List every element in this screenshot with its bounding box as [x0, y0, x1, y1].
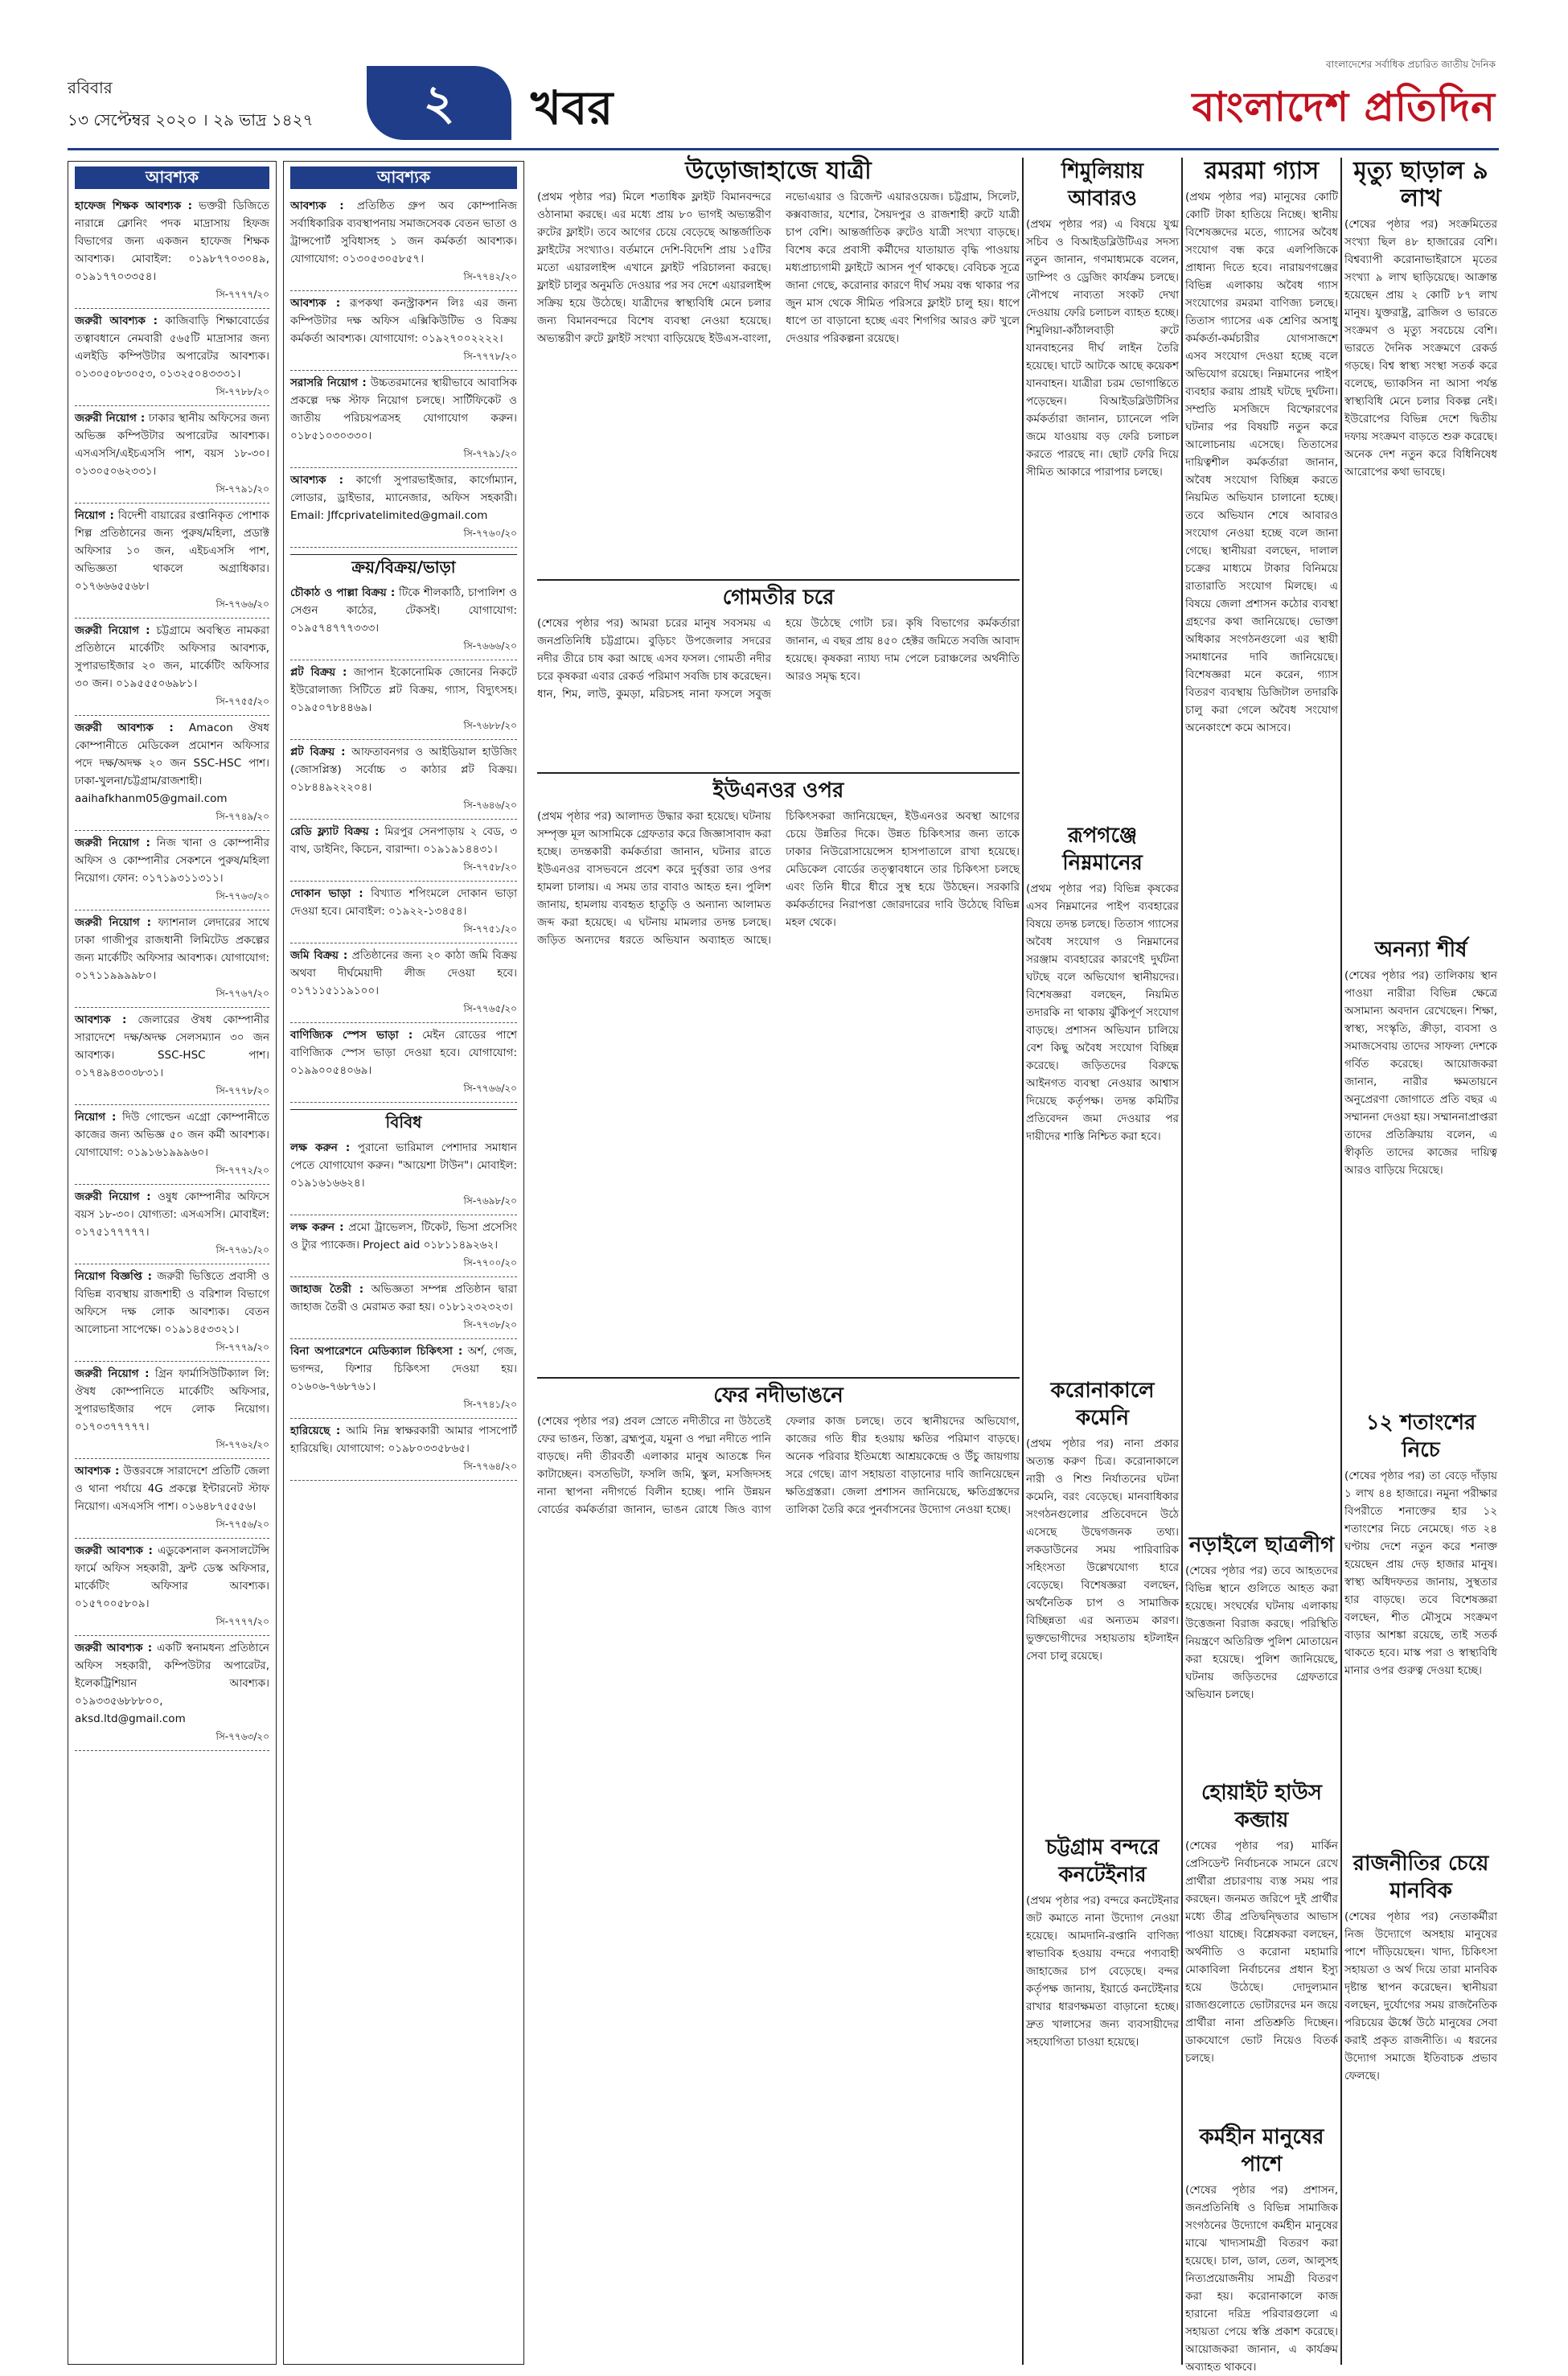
classified-ad-text: জেলারের ঔষধ কোম্পানীর সারাদেশে দক্ষ/অদক্ষ সেলসম্যান ৩০ জন আবশ্যক। SSC-HSC পাশ। ০১৭৪৯৪৩০৩৮৩১।: [75, 1013, 269, 1079]
article-body: (প্রথম পৃষ্ঠার পর) মানুষের কোটি কোটি টাকা হাতিয়ে নিচ্ছে। স্থানীয় বিশেষজ্ঞদের মতে, গ্যাসের অবৈধ সংযোগ বন্ধ করে এলপিজিকে প্রাধান্য দিতে হবে। নারায়ণগঞ্জের বিভিন্ন এলাকায় অবৈধ গ্যাস সংযোগের রমরমা বাণিজ্য চলছে। তিতাস গ্যাসের এক শ্রেণির অসাধু কর্মকর্তা-কর্মচারীর যোগসাজশে এসব সংযোগ দেওয়া হচ্ছে বলে অভিযোগ রয়েছে। নিম্নমানের পাইপ ব্যবহার করায় প্রায়ই ঘটছে দুর্ঘটনা। সম্প্রতি মসজিদে বিস্ফোরণের ঘটনার পর বিষয়টি নতুন করে আলোচনায় এসেছে। তিতাসের দায়িত্বশীল কর্মকর্তারা জানান, অবৈধ সংযোগ বিচ্ছিন্ন করতে নিয়মিত অভিযান চালানো হচ্ছে। তবে অভিযান শেষে আবারও সংযোগ নেওয়া হচ্ছে বলে জানা গেছে। স্থানীয়রা বলছেন, দালাল চক্রের মাধ্যমে টাকার বিনিময়ে রাতারাতি সংযোগ মিলছে। এ বিষয়ে জেলা প্রশাসন কঠোর ব্যবস্থা গ্রহণের কথা জানিয়েছে। ভোক্তা অধিকার সংগঠনগুলো এর স্থায়ী সমাধানের দাবি জানিয়েছে। বিশেষজ্ঞরা মনে করেন, গ্যাস বিতরণ ব্যবস্থায় ডিজিটাল তদারকি চালু করা গেলে অবৈধ সংযোগ অনেকাংশে কমে আসবে।: [1185, 191, 1338, 734]
classified-ad-heading: জরুরী নিয়োগ :: [75, 916, 151, 929]
article-euroer: [537, 777, 1020, 1372]
classified-ad-ref: সি-৭৭৬২/২০: [215, 1439, 269, 1450]
classified-ad-heading: দোকান ভাড়া :: [290, 887, 363, 900]
article-gas: [1185, 158, 1338, 1525]
article-body: (প্রথম পৃষ্ঠার পর) মিলে শতাধিক ফ্লাইট বিমানবন্দরে ওঠানামা করছে। এর মধ্যে প্রায় ৮০ ভাগই অভ্যন্তরীণ রুটের ফ্লাইট। তবে আগের চেয়ে বেড়েছে আন্তর্জাতিক ফ্লাইটের সংখ্যাও। বর্তমানে দেশি-বিদেশি প্রায় ১৫টির মতো এয়ারলাইন্স এখানে ফ্লাইট পরিচালনা করছে। ফ্লাইট চালুর অনুমতি দেওয়ার পর সব দেশে এয়ারলাইন্স সক্রিয় হয়ে উঠেছে। যাত্রীদের স্বাস্থ্যবিধি মেনে চলার জন্য বিমানবন্দরে বিশেষ ব্যবস্থা নেওয়া হয়েছে। অভ্যন্তরীণ রুটে ফ্লাইট সংখ্যা বাড়িয়েছে ইউএস-বাংলা, নভোএয়ার ও রিজেন্ট এয়ারওয়েজ। চট্টগ্রাম, সিলেট, কক্সবাজার, যশোর, সৈয়দপুর ও রাজশাহী রুটে যাত্রী চাপ বেশি। আন্তর্জাতিক রুটেও যাত্রী সংখ্যা বাড়ছে। বিশেষ করে প্রবাসী কর্মীদের যাতায়াত বৃদ্ধি পাওয়ায় মধ্যপ্রাচ্যগামী ফ্লাইটে আসন পূর্ণ থাকছে। বেবিচক সূত্রে জানা গেছে, করোনার কারণে দীর্ঘ সময় বন্ধ থাকার পর জুন মাস থেকে সীমিত পরিসরে ফ্লাইট চালু হয়। ধাপে ধাপে তা বাড়ানো হচ্ছে এবং শিগগির আরও রুট খুলে দেওয়ার পরিকল্পনা রয়েছে।: [537, 191, 1020, 345]
classified-ad: [290, 882, 517, 943]
classified-ad-ref: সি-৭৭৮৮/২০: [215, 386, 269, 397]
article-death: [1344, 158, 1497, 930]
classified-ad: [75, 504, 269, 619]
masthead: [0, 0, 1568, 153]
classified-ad-text: কাজিবাড়ি শিক্ষাবোর্ডের তত্বাবধানে নেমবারী ৫৬৫টি মাদ্রাসার জন্য এলইডি কম্পিউটার অপারেটর আবশ্যক। ০১৩০৫০৮৩০৫৩, ০১৩২৫০৪৩৩৩১।: [75, 314, 269, 380]
article-body: (শেষের পৃষ্ঠার পর) মার্কিন প্রেসিডেন্ট নির্বাচনকে সামনে রেখে প্রার্থীরা প্রচারণায় ব্যস্ত সময় পার করছেন। জনমত জরিপে দুই প্রার্থীর মধ্যে তীব্র প্রতিদ্বন্দ্বিতার আভাস পাওয়া যাচ্ছে। বিশ্লেষকরা বলছেন, অর্থনীতি ও করোনা মহামারি মোকাবিলা নির্বাচনের প্রধান ইস্যু হয়ে উঠেছে। দোদুল্যমান রাজ্যগুলোতে ভোটারদের মন জয়ে প্রার্থীরা নানা প্রতিশ্রুতি দিচ্ছেন। ডাকযোগে ভোট নিয়েও বিতর্ক চলছে।: [1185, 1840, 1338, 2065]
article-body: (প্রথম পৃষ্ঠার পর) বন্দরে কনটেইনার জট কমাতে নানা উদ্যোগ নেওয়া হয়েছে। আমদানি-রপ্তানি বাণিজ্য স্বাভাবিক হওয়ায় বন্দরে পণ্যবাহী জাহাজের চাপ বেড়েছে। বন্দর কর্তৃপক্ষ জানায়, ইয়ার্ডে কনটেইনার রাখার ধারণক্ষমতা বাড়ানো হচ্ছে। দ্রুত খালাসের জন্য ব্যবসায়ীদের সহযোগিতা চাওয়া হয়েছে।: [1026, 1894, 1179, 2049]
classified-ad: [290, 291, 517, 371]
classified-section-title: ক্রয়/বিক্রয়/ভাড়া: [290, 554, 517, 576]
classified-ad-ref: সি-৭৭৬৬/২০: [215, 598, 269, 610]
classified-section-title: আবশ্যক: [290, 166, 517, 189]
column-divider: [1022, 158, 1024, 2365]
classified-ad-text: ভক্তরী ডিজিতে নারান্নে ক্লোনিং পদক মাদ্রাসায় হিফজ বিভাগের জন্য একজন হাফেজ শিক্ষক আবশ্যক। মোবাইল: ০১৯৮৭৭০৩০৪৯, ০১৯১৭৭০৩৩৫৪।: [75, 199, 270, 283]
classified-ad-ref: সি-৭৭৯১/২০: [463, 448, 517, 459]
newspaper-tagline: বাংলাদেশের সর্বাধিক প্রচারিত জাতীয় দৈনিক: [1325, 59, 1496, 70]
classified-ad-heading: আবশ্যক :: [75, 1465, 120, 1478]
article-headline[interactable]: কর্মহীন মানুষের পাশে: [1199, 2125, 1324, 2177]
classified-ad-ref: সি-৭৭৪৯/২০: [215, 811, 269, 822]
classified-ad-text: Amacon ঔষধ কোম্পানীতে মেডিকেল প্রমোশন অফিসার পদে দক্ষ/অদক্ষ ২০ জন SSC-HSC পাশ। ঢাকা-খুলনা/চট্টগ্রাম/রাজশাহী। aaihafkhanm05@gmail.com: [75, 721, 270, 805]
classified-ad-text: রূপকথা কনস্ট্রাকশন লিঃ এর জন্য কম্পিউটার দক্ষ অফিস এক্সিকিউটিভ ও বিক্রয় কর্মকর্তা আবশ্যক। যোগাযোগ: ০১৯২৭০০২২২২।: [290, 297, 517, 345]
classified-ad-text: পুরানো ভারিমাল পেশাদার সমাধান পেতে যোগাযোগ করুন। "আয়েশা টাউন"। মোবাইল: ০১৯১৬১৬৬২৪।: [290, 1141, 517, 1190]
classified-ad-text: মিরপুর সেনপাড়ায় ২ বেড, ৩ বাথ, ডাইনিং, কিচেন, বারান্দা। ০১৯১৯১৪৪৩১।: [290, 825, 518, 856]
article-helpless: [1185, 2123, 1338, 2374]
classified-ad-text: নিজ খানা ও কোম্পানীর অফিস ও কোম্পানীর সেকশনে পুরুষ/মহিলা নিয়োগ। ফোন: ০১৭১৯৩১১৩১১।: [75, 837, 269, 885]
classified-list: [75, 194, 269, 1751]
page-number: ২: [423, 75, 455, 131]
classified-ad-ref: সি-৭৭৪২/২০: [463, 271, 517, 282]
classified-ad-text: এডুকেশনাল কনসালটেন্সি ফার্মে অফিস সহকারী, ফ্রন্ট ডেস্ক অফিসার, মার্কেটিং অফিসার আবশ্যক। ০১৫৭০০৫৮০৯।: [75, 1544, 269, 1610]
article-whitehouse: [1185, 1779, 1338, 2117]
section-title: খবর: [531, 80, 614, 135]
article-headline[interactable]: রমরমা গ্যাস: [1204, 157, 1320, 185]
article-body: (শেষের পৃষ্ঠার পর) তালিকায় স্থান পাওয়া নারীরা বিভিন্ন ক্ষেত্রে অসামান্য অবদান রেখেছেন। শিক্ষা, স্বাস্থ্য, সংস্কৃতি, ক্রীড়া, ব্যবসা ও সমাজসেবায় তাদের সাফল্য দেশকে গর্বিত করেছে। আয়োজকরা জানান, নারীর ক্ষমতায়নে অনুপ্রেরণা জোগাতে প্রতি বছর এ সম্মাননা দেওয়া হয়। সম্মাননাপ্রাপ্তরা তাদের প্রতিক্রিয়ায় বলেন, এ স্বীকৃতি তাদের কাজের দায়িত্ব আরও বাড়িয়ে দিয়েছে।: [1344, 969, 1497, 1177]
classified-ad: [290, 1339, 517, 1419]
article-body: (শেষের পৃষ্ঠার পর) প্রশাসন, জনপ্রতিনিধি ও বিভিন্ন সামাজিক সংগঠনের উদ্যোগে কর্মহীন মানুষের মাঝে খাদ্যসামগ্রী বিতরণ করা হয়েছে। চাল, ডাল, তেল, আলুসহ নিত্যপ্রয়োজনীয় সামগ্রী বিতরণ করা হয়। করোনাকালে কাজ হারানো দরিদ্র পরিবারগুলো এ সহায়তা পেয়ে স্বস্তি প্রকাশ করেছে। আয়োজকরা জানান, এ কার্যক্রম অব্যাহত থাকবে।: [1185, 2184, 1338, 2374]
classified-ad-text: একটি স্বনামধন্য প্রতিষ্ঠানে অফিস সহকারী, কম্পিউটার অপারেটর, ইলেকট্রিশিয়ান আবশ্যক। ০১৯৩৩৫৬৮৮৮০০, aksd.ltd@gmail.com: [75, 1642, 269, 1725]
article-headline[interactable]: ১২ শতাংশের নিচে: [1365, 1411, 1476, 1462]
article-headline[interactable]: হোয়াইট হাউস কব্জায়: [1201, 1781, 1322, 1832]
classified-ad-text: টিকে শীলকাঠি, চাপালিশ ও সেগুন কাঠের, টেকসই। যোগাযোগ: ০১৯৫৭৪৭৭৭৩৩৩।: [290, 586, 518, 635]
classified-ad: [75, 1008, 269, 1105]
classified-ad: [290, 1136, 517, 1215]
article-headline[interactable]: চট্টগ্রাম বন্দরে কনটেইনার: [1045, 1835, 1160, 1887]
classified-ad: [75, 716, 269, 831]
classified-ad: [75, 911, 269, 1008]
article-shimul: [1026, 158, 1179, 817]
classified-ad-ref: সি-৭৭৫৫/২০: [215, 696, 269, 707]
classified-ad-heading: প্লট বিক্রয় :: [290, 666, 347, 679]
classified-ad-heading: জাহাজ তৈরী :: [290, 1283, 364, 1296]
classified-ad: [290, 581, 517, 660]
classified-ad: [75, 831, 269, 911]
classified-ad-heading: জরুরী নিয়োগ :: [75, 1190, 151, 1203]
classified-ad: [75, 1105, 269, 1185]
classified-ad-heading: নিয়োগ বিজ্ঞপ্তি :: [75, 1270, 153, 1283]
classified-ad-ref: সি-৭৭৯১/২০: [215, 483, 269, 495]
classified-ad-heading: প্লট বিক্রয় :: [290, 746, 346, 758]
classified-ad: [75, 1636, 269, 1751]
classified-ad-text: মেইন রোডের পাশে বাণিজ্যিক স্পেস ভাড়া দেওয়া হবে। যোগাযোগ: ০১৯৯০০৫৪০৬৯।: [290, 1029, 517, 1077]
article-humanity: [1344, 1850, 1497, 2365]
article-corona: [1026, 1377, 1179, 1827]
classified-ad-heading: নিয়োগ :: [75, 1111, 117, 1124]
classified-list: [290, 581, 517, 1103]
article-ananya: [1344, 936, 1497, 1403]
classified-ad-heading: রেডি ফ্ল্যাট বিক্রয় :: [290, 825, 380, 838]
classified-ad: [290, 468, 517, 548]
article-nowhere: [1185, 1531, 1338, 1773]
classified-ad-heading: জমি বিক্রয় :: [290, 949, 348, 962]
article-body: (শেষের পৃষ্ঠার পর) প্রবল স্রোতে নদীতীরে না উঠতেই ফের ভাঙন, তিস্তা, ব্রহ্মপুত্র, যমুনা ও পদ্মা নদীতে পানি বাড়ছে। নদী তীরবর্তী এলাকার মানুষ আতঙ্কে দিন কাটাচ্ছেন। বসতভিটা, ফসলি জমি, স্কুল, মসজিদসহ নানা স্থাপনা নদীগর্ভে বিলীন হচ্ছে। পানি উন্নয়ন বোর্ডের কর্মকর্তারা জানান, ভাঙন রোধে জিও ব্যাগ ফেলার কাজ চলছে। তবে স্থানীয়দের অভিযোগ, কাজের গতি ধীর হওয়ায় ক্ষতির পরিমাণ বাড়ছে। অনেক পরিবার ইতিমধ্যে আশ্রয়কেন্দ্রে ও উঁচু জায়গায় সরে গেছে। ত্রাণ সহায়তা বাড়ানোর দাবি জানিয়েছেন ক্ষতিগ্রস্তরা। জেলা প্রশাসন জানিয়েছে, ক্ষতিগ্রস্তদের তালিকা তৈরি করে পুনর্বাসনের উদ্যোগ নেওয়া হচ্ছে।: [537, 1415, 1020, 1516]
article-gomoti: [537, 584, 1020, 767]
column-divider: [1181, 158, 1183, 2365]
classified-ad: [75, 194, 269, 309]
classified-ad-ref: সি-৭৭৭৮/২০: [215, 1085, 269, 1096]
issue-date: ১৩ সেপ্টেম্বর ২০২০ । ২৯ ভাদ্র ১৪২৭: [68, 110, 314, 129]
classified-ad-ref: সি-৭৭৭৮/২০: [463, 351, 517, 362]
article-body: (শেষের পৃষ্ঠার পর) তা বেড়ে দাঁড়ায় ১ লাখ ৪৪ হাজারে। নমুনা পরীক্ষার বিপরীতে শনাক্তের হার ১২ শতাংশের নিচে নেমেছে। গত ২৪ ঘণ্টায় দেশে নতুন করে শনাক্ত হয়েছেন প্রায় দেড় হাজার মানুষ। স্বাস্থ্য অধিদফতর জানায়, সুস্থতার হার বাড়ছে। তবে বিশেষজ্ঞরা বলছেন, শীত মৌসুমে সংক্রমণ বাড়ার আশঙ্কা রয়েছে, তাই সতর্ক থাকতে হবে। মাস্ক পরা ও স্বাস্থ্যবিধি মানার ওপর গুরুত্ব দেওয়া হচ্ছে।: [1344, 1470, 1497, 1677]
classified-ad: [75, 309, 269, 406]
classified-ad-heading: চৌকাঠ ও পাল্লা বিক্রয় :: [290, 586, 396, 599]
classified-ad: [290, 1215, 517, 1277]
classified-ad-heading: জরুরী আবশ্যক :: [75, 314, 158, 327]
classified-ad-ref: সি-৭৭৭৭/২০: [215, 289, 269, 300]
classified-ad-heading: হারিয়েছে :: [290, 1424, 341, 1437]
issue-day: রবিবার: [68, 78, 113, 97]
article-headline[interactable]: রাজনীতির চেয়ে মানবিক: [1353, 1852, 1489, 1903]
classified-ad-heading: জরুরী নিয়োগ :: [75, 1367, 150, 1380]
article-body: (প্রথম পৃষ্ঠার পর) বিভিন্ন কৃষকের এসব নিম্নমানের পাইপ ব্যবহারের বিষয়ে তদন্ত চলছে। তিতাস গ্যাসের অবৈধ সংযোগ ও নিম্নমানের সরঞ্জাম ব্যবহারের কারণেই দুর্ঘটনা ঘটছে বলে অভিযোগ স্থানীয়দের। বিশেষজ্ঞরা বলছেন, নিয়মিত তদারকি না থাকায় ঝুঁকিপূর্ণ সংযোগ বাড়ছে। প্রশাসন অভিযান চালিয়ে বেশ কিছু অবৈধ সংযোগ বিচ্ছিন্ন করেছে। জড়িতদের বিরুদ্ধে আইনগত ব্যবস্থা নেওয়ার আশ্বাস দিয়েছে কর্তৃপক্ষ। তদন্ত কমিটির প্রতিবেদন জমা দেওয়ার পর দায়ীদের শাস্তি নিশ্চিত করা হবে।: [1026, 882, 1179, 1143]
classified-ad-heading: আবশ্যক :: [290, 474, 344, 487]
classified-ad-heading: হাফেজ শিক্ষক আবশ্যক :: [75, 199, 193, 212]
classified-ad-ref: সি-৭৭৬৬/২০: [463, 1083, 517, 1094]
classified-ad: [75, 1459, 269, 1539]
article-headline[interactable]: মৃত্যু ছাড়াল ৯ লাখ: [1353, 157, 1488, 212]
classified-ad-heading: জরুরী নিয়োগ :: [75, 837, 150, 849]
classified-ad-ref: সি-৭৭০০/২০: [463, 1257, 517, 1268]
classified-ad-ref: সি-৭৬৮৮/২০: [463, 720, 517, 731]
classified-ad: [290, 1023, 517, 1103]
classified-ad-text: জরুরী ভিত্তিতে প্রবাসী ও বিভিন্ন ব্যবস্থায় রাজশাহী ও বরিশাল বিভাগে অফিসে দক্ষ লোক আবশ্যক। বেতন আলোচনা সাপেক্ষে। ০১৯১৪৫৩৩২১।: [75, 1270, 270, 1336]
classified-ad-text: প্রতিষ্ঠানের জন্য ২০ কাঠা জমি বিক্রয় অথবা দীর্ঘমেয়াদী লীজ দেওয়া হবে। ০১৭১১৫১১৯১০০।: [290, 949, 518, 997]
classified-ad-ref: সি-৭৭৭৭/২০: [215, 1616, 269, 1627]
article-headline[interactable]: রূপগঞ্জে নিম্নমানের: [1062, 824, 1143, 875]
classified-ad-text: ফ্যাশনাল লেদারের সাথে ঢাকা গাজীপুর রাজধানী লিমিটেড প্রকল্পের জন্য মার্কেটিং অফিসার আবশ্যক। যোগাযোগ: ০১৭১১৯৯৯৯৮০।: [75, 916, 269, 982]
classified-ad-ref: সি-৭৭৪১/২০: [463, 1399, 517, 1410]
classified-ad-heading: সরাসরি নিয়োগ :: [290, 376, 367, 389]
classified-list: [290, 1136, 517, 1481]
article-body: (শেষের পৃষ্ঠার পর) নেতাকর্মীরা নিজ উদ্যোগে অসহায় মানুষের পাশে দাঁড়িয়েছেন। খাদ্য, চিকিৎসা সহায়তা ও অর্থ দিয়ে তারা মানবিক দৃষ্টান্ত স্থাপন করেছেন। স্থানীয়রা বলছেন, দুর্যোগের সময় রাজনৈতিক পরিচয়ের ঊর্ধ্বে উঠে মানুষের সেবা করাই প্রকৃত রাজনীতি। এ ধরনের উদ্যোগ সমাজে ইতিবাচক প্রভাব ফেলছে।: [1344, 1910, 1497, 2082]
classified-ad-heading: বিনা অপারেশনে মেডিক্যাল চিকিৎসা :: [290, 1345, 463, 1358]
classified-ad-text: বিখ্যাত শপিংমলে দোকান ভাড়া দেওয়া হবে। মোবাইল: ০১৯২২-১৩৪৫৪।: [290, 887, 517, 918]
classified-ad-heading: নিয়োগ :: [75, 509, 114, 522]
classifieds-column-1: [68, 161, 277, 2365]
classified-ad-heading: জরুরী নিয়োগ :: [75, 412, 146, 425]
masthead-rule: [68, 148, 1499, 150]
article-body: (শেষের পৃষ্ঠার পর) আমরা চরের মানুষ সবসময় এ জনপ্রতিনিধি চট্টগ্রামে। বুড়িচং উপজেলার সদরের নদীর তীরে চাষ করা আছে এসব ফসল। গোমতী নদীর চরে কৃষকরা এবার রেকর্ড পরিমাণ সবজি চাষ করেছেন। ধান, শিম, লাউ, কুমড়া, মরিচসহ নানা ফসলে সবুজ হয়ে উঠেছে গোটা চর। কৃষি বিভাগের কর্মকর্তারা জানান, এ বছর প্রায় ৪৫০ হেক্টর জমিতে সবজি আবাদ হয়েছে। কৃষকরা ন্যায্য দাম পেলে চরাঞ্চলের অর্থনীতি আরও সমৃদ্ধ হবে।: [537, 617, 1020, 701]
classified-ad: [290, 1419, 517, 1481]
classified-ad: [290, 371, 517, 468]
classified-ad-ref: সি-৭৭৫৬/২০: [215, 1519, 269, 1530]
article-headline[interactable]: গোমতীর চরে: [722, 586, 835, 610]
classified-ad-ref: সি-৭৭৬১/২০: [215, 1244, 269, 1256]
article-ferry: [537, 1382, 1020, 2363]
classified-ad-heading: বাণিজ্যিক স্পেস ভাড়া :: [290, 1029, 413, 1042]
article-body: (প্রথম পৃষ্ঠার পর) আলাদত উদ্ধার করা হয়েছে। ঘটনায় সম্পৃক্ত মূল আসামিকে গ্রেফতার করে জিজ্ঞাসাবাদ করা হচ্ছে। তদন্তকারী কর্মকর্তারা জানান, ঘটনার রাতে ইউএনওর বাসভবনে প্রবেশ করে দুর্বৃত্তরা তার ওপর হামলা চালায়। এ সময় তার বাবাও আহত হন। পুলিশ জানায়, হামলায় ব্যবহৃত হাতুড়ি ও অন্যান্য আলামত জব্দ করা হয়েছে। এ ঘটনায় মামলার তদন্ত চলছে। জড়িত অন্যদের ধরতে অভিযান অব্যাহত আছে। চিকিৎসকরা জানিয়েছেন, ইউএনওর অবস্থা আগের চেয়ে উন্নতির দিকে। উন্নত চিকিৎসার জন্য তাকে ঢাকার নিউরোসায়েন্সেস হাসপাতালে রাখা হয়েছে। মেডিকেল বোর্ডের তত্ত্বাবধানে তার চিকিৎসা চলছে এবং তিনি ধীরে ধীরে সুস্থ হয়ে উঠছেন। সরকারি কর্মকর্তাদের নিরাপত্তা জোরদারের দাবি উঠেছে বিভিন্ন মহল থেকে।: [537, 810, 1020, 947]
classified-ad: [75, 619, 269, 716]
article-headline[interactable]: উড়োজাহাজে যাত্রী: [685, 157, 872, 185]
classified-ad-ref: সি-৭৬৯৮/২০: [463, 1195, 517, 1206]
article-headline[interactable]: ইউএনওর ওপর: [712, 779, 844, 803]
article-under12: [1344, 1409, 1497, 1844]
classified-ad-ref: সি-৭৭৬০/২০: [463, 528, 517, 539]
classified-ad: [75, 1539, 269, 1636]
classified-ad-heading: জরুরী নিয়োগ :: [75, 624, 150, 637]
article-body: (শেষের পৃষ্ঠার পর) সংক্রমিতের সংখ্যা ছিল ৪৮ হাজারের বেশি। বিশ্বব্যাপী করোনাভাইরাসে মৃতের সংখ্যা ৯ লাখ ছাড়িয়েছে। আক্রান্ত হয়েছেন প্রায় ২ কোটি ৮৭ লাখ মানুষ। যুক্তরাষ্ট্র, ব্রাজিল ও ভারতে সংক্রমণ ও মৃত্যু সবচেয়ে বেশি। ভারতে দৈনিক সংক্রমণে রেকর্ড গড়ছে। বিশ্ব স্বাস্থ্য সংস্থা সতর্ক করে বলেছে, ভ্যাকসিন না আসা পর্যন্ত স্বাস্থ্যবিধি মেনে চলার বিকল্প নেই। ইউরোপের বিভিন্ন দেশে দ্বিতীয় দফায় সংক্রমণ বাড়তে শুরু করেছে। অনেক দেশ নতুন করে বিধিনিষেধ আরোপের কথা ভাবছে।: [1344, 218, 1497, 479]
classified-ad-heading: আবশ্যক :: [290, 199, 344, 212]
classified-ad-text: প্রতিষ্ঠিত গ্রুপ অব কোম্পানিজ সর্বাধিকারিক ব্যবস্থাপনায় সমাজসেবক বেতন ভাতা ও ট্রান্সপোর্ট সুবিধাসহ ১ জন কর্মকর্তা আবশ্যক। যোগাযোগ: ০১৩০৫৩০৫৮৫৭।: [290, 199, 517, 265]
article-headline[interactable]: শিমুলিয়ায় আবারও: [1061, 159, 1144, 211]
classifieds-column-2: [283, 161, 524, 2365]
classified-ad-ref: সি-৭৭৬৩/২০: [215, 890, 269, 902]
classified-section-title: বিবিধ: [290, 1109, 517, 1131]
classified-ad-text: অর্শ, গেজ, ভগন্দর, ফিশার চিকিৎসা দেওয়া হয়। ০১৬০৬-৭৬৮৭৬১।: [290, 1345, 518, 1393]
classified-ad-ref: সি-৭৭৬৪/২০: [463, 1461, 517, 1472]
classified-ad-ref: সি-৭৭৭৯/২০: [215, 1342, 269, 1353]
classified-ad: [290, 1277, 517, 1339]
article-ctg: [1026, 1834, 1179, 2365]
classified-list: [290, 194, 517, 548]
article-plane: [537, 158, 1020, 576]
classified-ad-heading: জরুরী আবশ্যক :: [75, 1642, 153, 1655]
article-headline[interactable]: ফের নদীভাঙনে: [713, 1383, 844, 1408]
classified-ad-text: আমি নিম্ন স্বাক্ষরকারী আমার পাসপোর্ট হারিয়েছি। যোগাযোগ: ০১৯৮০৩৩৫৮৬৫।: [290, 1424, 517, 1455]
classified-ad-ref: সি-৭৭৬৭/২০: [215, 988, 269, 999]
classified-ad-ref: সি-৭৭৬৩/২০: [215, 1731, 269, 1742]
classified-ad-text: দিউ গোল্ডেন এগ্রো কোম্পানীতে কাজের জন্য অভিজ্ঞ ৫০ জন কর্মী আবশ্যক। যোগাযোগ: ০১৯১৬১৯৯৯৬০।: [75, 1111, 269, 1159]
classified-ad-ref: সি-৭৬৬৬/২০: [463, 640, 517, 652]
column-divider: [1340, 158, 1342, 2365]
classified-ad-text: ওষুধ কোম্পানীর অফিসে বয়স ১৮-৩০। যোগ্যতা: এসএসসি। মোবাইল: ০১৭৫১৭৭৭৭৭।: [75, 1190, 269, 1239]
article-rupganj: [1026, 822, 1179, 1369]
classified-ad-ref: সি-৭৭৫১/২০: [463, 923, 517, 935]
classified-ad-heading: লক্ষ করুন :: [290, 1221, 344, 1234]
classified-ad-heading: আবশ্যক :: [290, 297, 341, 310]
classified-ad-ref: সি-৭৭৫৮/২০: [463, 861, 517, 873]
classified-ad-ref: সি-৭৭৬৫/২০: [463, 1003, 517, 1014]
article-body: (প্রথম পৃষ্ঠার পর) এ বিষয়ে যুগ্ম সচিব ও বিআইডব্লিউটিএর সদস্য নতুন জানান, গণমাধ্যমকে বলেন, ডাম্পিং ও ড্রেজিং কার্যক্রম চলছে। নৌপথে নাব্যতা সংকট দেখা দেওয়ায় ফেরি চলাচল ব্যাহত হচ্ছে। শিমুলিয়া-কাঁঠালবাড়ী রুটে যানবাহনের দীর্ঘ লাইন তৈরি হয়েছে। ঘাটে আটকে আছে কয়েকশ যানবাহন। যাত্রীরা চরম ভোগান্তিতে পড়েছেন। বিআইডব্লিউটিসির কর্মকর্তারা জানান, চ্যানেলে পলি জমে যাওয়ায় বড় ফেরি চলাচল করতে পারছে না। ছোট ফেরি দিয়ে সীমিত আকারে পারাপার চলছে।: [1026, 218, 1179, 479]
classified-ad-text: আফতাবনগর ও আইডিয়াল হাউজিং (জোসপ্লিস্ত) সর্বোচ্চ ৩ কাঠার প্লট বিক্রয়। ০১৮৪৪৯২২২০৪।: [290, 746, 517, 794]
classified-ad-text: উত্তরবঙ্গে সারাদেশে প্রতিটি জেলা ও থানা পর্যায়ে 4G প্রকল্পে ইন্টারনেট স্টাফ নিয়োগ। এসএসসি পাশ। ০১৬৪৮৭৫৫৫৬।: [75, 1465, 270, 1513]
classified-ad-text: বিদেশী বায়ারের রপ্তানিকৃত পোশাক শিল্প প্রতিষ্ঠানের জন্য পুরুষ/মহিলা, প্রডাক্ট অফিসার ১০ জন, এইচএসসি পাশ, অভিজ্ঞতা থাকলে অগ্রাধিকার। ০১৭৬৬৬৫৫৬৮।: [75, 509, 269, 593]
classified-ad-text: জাপান ইকোনোমিক জোনের নিকটে ইউরোলাজ্য সিটিতে প্লট বিক্রয়, গ্যাস, বিদ্যুৎসহ। ০১৯৫০৭৮৪৪৬৯।: [290, 666, 517, 714]
classified-ad: [75, 1362, 269, 1459]
article-divider: [537, 1377, 1020, 1379]
classified-ad-text: গ্রিন ফার্মাসিউটিক্যাল লি: ঔষধ কোম্পানিতে মার্কেটিং অফিসার, সুপারভাইজার পদে লোক নিয়োগ। ০১৭০৩৭৭৭৭৭।: [75, 1367, 269, 1433]
classified-ad: [75, 1185, 269, 1264]
article-headline[interactable]: করোনাকালে কমেনি: [1050, 1379, 1155, 1430]
classified-ad: [290, 740, 517, 820]
classified-ad: [75, 1264, 269, 1362]
classified-ad-heading: জরুরী আবশ্যক :: [75, 1544, 153, 1557]
classified-ad-text: অভিজ্ঞতা সম্পন্ন প্রতিষ্ঠান দ্বারা জাহাজ তৈরী ও মেরামত করা হয়। ০১৮১২৩২৩২৩।: [290, 1283, 517, 1313]
classified-ad-heading: জরুরী আবশ্যক :: [75, 721, 174, 734]
classified-ad-ref: সি-৭৬৪৬/২০: [463, 800, 517, 811]
classified-ad-text: প্রমো ট্রাভেলস, টিকেট, ভিসা প্রসেসিং ও ট্যুর প্যাকেজ। Project aid ০১৮১১৪৯২৬২।: [290, 1221, 518, 1252]
classified-ad: [290, 660, 517, 740]
article-headline[interactable]: অনন্যা শীর্ষ: [1374, 938, 1467, 962]
article-divider: [537, 579, 1020, 581]
classified-ad: [75, 406, 269, 504]
classified-ad-heading: লক্ষ করুন :: [290, 1141, 351, 1154]
classified-ad-text: কার্গো সুপারভাইজার, কার্গোম্যান, লোডার, ড্রাইভার, ম্যানেজার, অফিস সহকারী। Email: Jffcprivatelimited@gmail.com: [290, 474, 517, 522]
classified-ad-text: ঢাকার স্থানীয় অফিসের জন্য অভিজ্ঞ কম্পিউটার অপারেটর আবশ্যক। এসএসসি/এইচএসসি পাশ, বয়স ১৮-৩০। ০১৩০৫০৬২৩৩১।: [75, 412, 269, 478]
classified-ad-text: চট্টগ্রামে অবস্থিত নামকরা প্রতিষ্ঠানে মার্কেটিং অফিসার আবশ্যক, সুপারভাইজার ২০ জন, মার্কেটিং অফিসার ৩০ জন। ০১৯৫৫৫০৬৯৮১।: [75, 624, 270, 690]
classified-ad: [290, 820, 517, 882]
classified-ad-ref: সি-৭৭৭২/২০: [215, 1165, 269, 1176]
classified-ad-heading: আবশ্যক :: [75, 1013, 127, 1026]
article-body: (শেষের পৃষ্ঠার পর) তবে আহতদের বিভিন্ন স্থানে গুলিতে আহত করা হয়েছে। সংঘর্ষের ঘটনায় এলাকায় উত্তেজনা বিরাজ করছে। পরিস্থিতি নিয়ন্ত্রণে অতিরিক্ত পুলিশ মোতায়েন করা হয়েছে। পুলিশ জানিয়েছে, ঘটনায় জড়িতদের গ্রেফতারে অভিযান চলছে।: [1185, 1564, 1338, 1701]
article-headline[interactable]: নড়াইলে ছাত্রলীগ: [1188, 1533, 1335, 1557]
classified-ad-text: উচ্চতরমানের স্থায়ীভাবে আবাসিক প্রকল্পে দক্ষ স্টাফ নিয়োগ চলছে। সার্টিফিকেট ও জাতীয় পরিচয়পত্রসহ যোগাযোগ করুন। ০১৮৫১০৩০৩৩০।: [290, 376, 517, 442]
article-body: (প্রথম পৃষ্ঠার পর) নানা প্রকার অত্যন্ত করুণ চিত্র। করোনাকালে নারী ও শিশু নির্যাতনের ঘটনা কমেনি, বরং বেড়েছে। মানবাধিকার সংগঠনগুলোর প্রতিবেদনে উঠে এসেছে উদ্বেগজনক তথ্য। লকডাউনের সময় পারিবারিক সহিংসতা উল্লেখযোগ্য হারে বেড়েছে। বিশেষজ্ঞরা বলছেন, অর্থনৈতিক চাপ ও সামাজিক বিচ্ছিন্নতা এর অন্যতম কারণ। ভুক্তভোগীদের সহায়তায় হটলাইন সেবা চালু রয়েছে।: [1026, 1437, 1179, 1663]
classified-section-title: আবশ্যক: [75, 166, 269, 189]
classified-ad: [290, 194, 517, 291]
newspaper-logo[interactable]: বাংলাদেশ প্রতিদিন: [1192, 84, 1496, 130]
classified-ad: [290, 943, 517, 1023]
classified-ad-ref: সি-৭৭৩৮/২০: [463, 1319, 517, 1330]
article-divider: [537, 772, 1020, 774]
